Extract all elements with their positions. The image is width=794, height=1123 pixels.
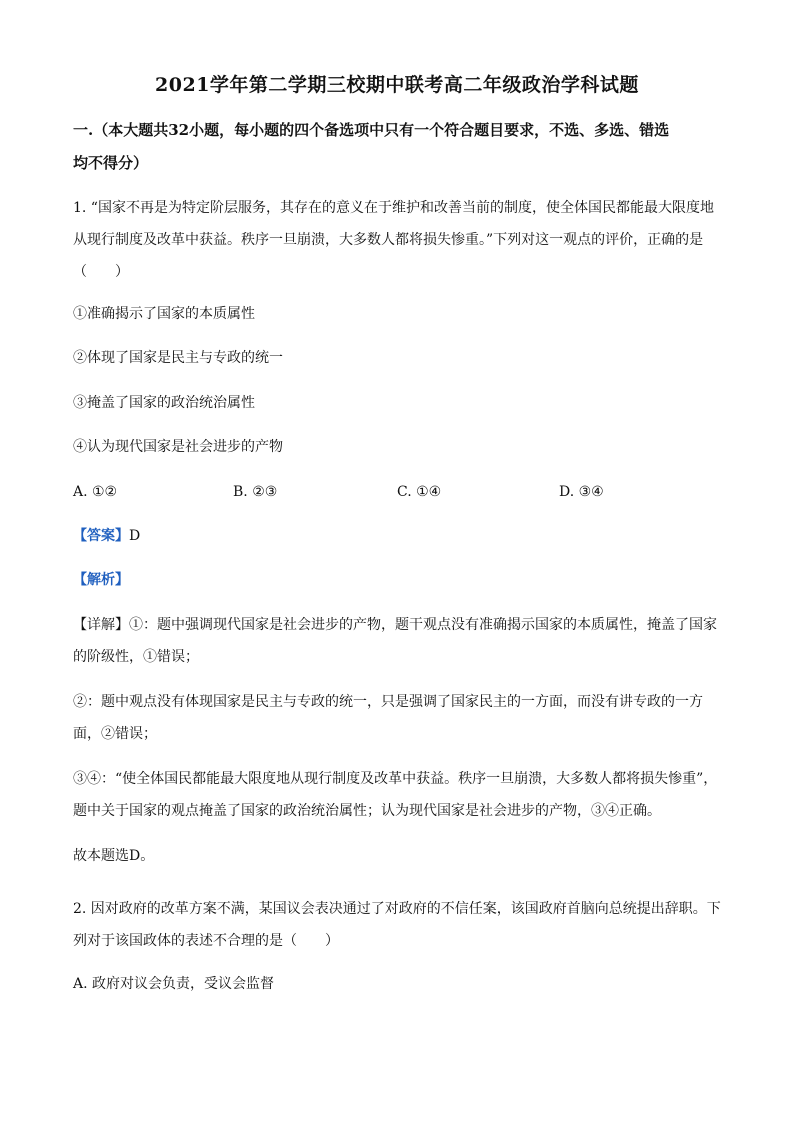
q1-stem-line3: （ ） bbox=[73, 264, 129, 280]
answer-value: D bbox=[129, 528, 141, 544]
q1-item-3: ③掩盖了国家的政治统治属性 bbox=[73, 395, 255, 411]
q1-item-1: ①准确揭示了国家的本质属性 bbox=[73, 306, 255, 322]
q1-option-c: C. ①④ bbox=[397, 484, 442, 500]
q1-stem-line1: 1. “国家不再是为特定阶层服务，其存在的意义在于维护和改善当前的制度，使全体国民都能最大限度地 bbox=[73, 200, 714, 216]
q1-item-2: ②体现了国家是民主与专政的统一 bbox=[73, 350, 283, 366]
detail-text-1: ①：题中强调现代国家是社会进步的产物，题干观点没有准确揭示国家的本质属性，掩盖了国家 bbox=[129, 617, 717, 633]
q1-option-d: D. ③④ bbox=[559, 484, 604, 500]
section-instruction-line2: 均不得分） bbox=[73, 154, 149, 172]
q2-option-a: A. 政府对议会负责，受议会监督 bbox=[73, 976, 275, 992]
q1-detail-line3: ②：题中观点没有体现国家是民主与专政的统一，只是强调了国家民主的一方面，而没有讲专政的一方 bbox=[73, 694, 703, 710]
q1-conclusion: 故本题选D。 bbox=[73, 848, 155, 864]
q1-item-4: ④认为现代国家是社会进步的产物 bbox=[73, 439, 283, 455]
q1-option-b: B. ②③ bbox=[233, 484, 278, 500]
section-instruction-line1: 一.（本大题共32小题，每小题的四个备选项中只有一个符合题目要求，不选、多选、错选 bbox=[73, 121, 670, 139]
q2-stem-line2: 列对于该国政体的表述不合理的是（ ） bbox=[73, 933, 339, 949]
q1-detail-line5: ③④：“使全体国民都能最大限度地从现行制度及改革中获益。秩序一旦崩溃，大多数人都将损失惨重”， bbox=[73, 771, 718, 787]
q1-detail-line6: 题中关于国家的观点掩盖了国家的政治统治属性；认为现代国家是社会进步的产物，③④正确。 bbox=[73, 803, 661, 819]
q1-answer bbox=[73, 520, 723, 552]
q1-stem-line2: 从现行制度及改革中获益。秩序一旦崩溃，大多数人都将损失惨重。”下列对这一观点的评价，正确的是 bbox=[73, 232, 704, 248]
detail-tag: 【详解】 bbox=[73, 617, 129, 633]
q2-stem-line1: 2. 因对政府的改革方案不满，某国议会表决通过了对政府的不信任案，该国政府首脑向总统提出辞职。下 bbox=[73, 901, 721, 917]
analysis-tag: 【解析】 bbox=[73, 572, 129, 588]
q1-detail-line1 bbox=[73, 609, 723, 641]
q1-analysis-heading bbox=[73, 564, 723, 596]
q1-detail-line2: 的阶级性，①错误； bbox=[73, 649, 199, 665]
answer-tag: 【答案】 bbox=[73, 528, 129, 544]
exam-title: 2021学年第二学期三校期中联考高二年级政治学科试题 bbox=[155, 74, 639, 96]
q1-detail-line4: 面，②错误； bbox=[73, 726, 157, 742]
q1-option-a: A. ①② bbox=[73, 484, 118, 500]
